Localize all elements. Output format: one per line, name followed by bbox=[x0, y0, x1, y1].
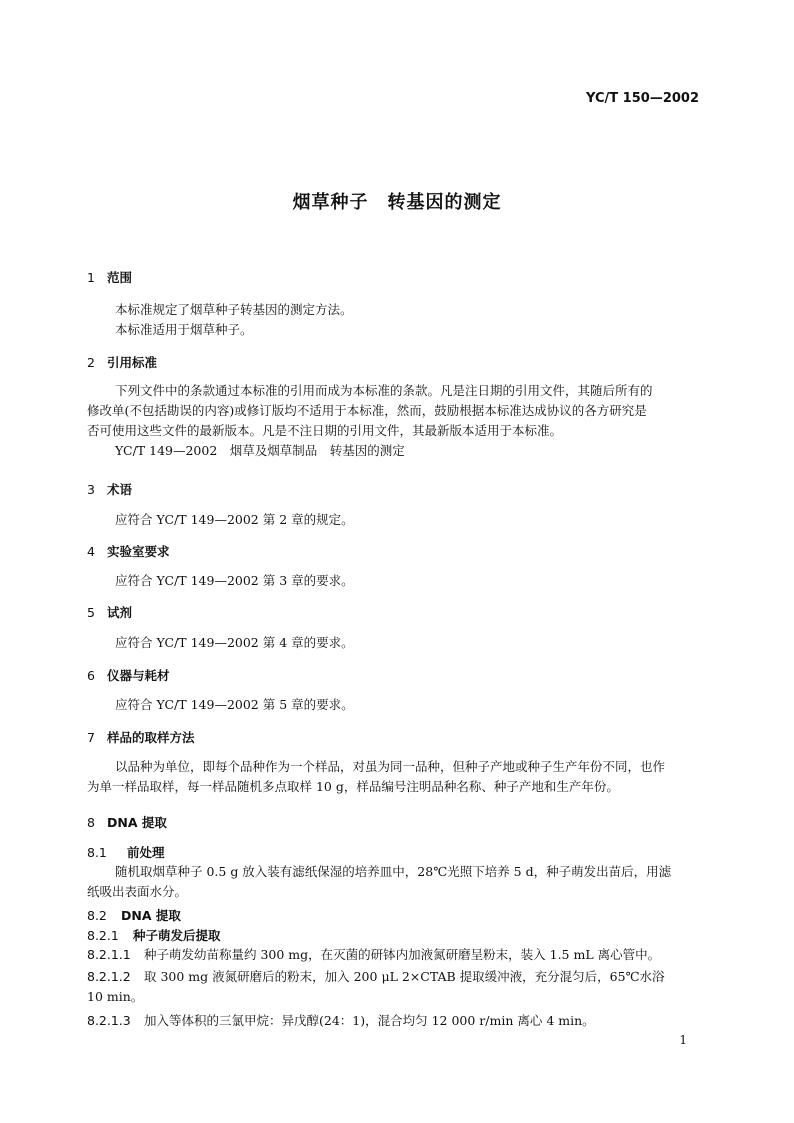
section-label: 试剂 bbox=[107, 605, 133, 620]
section-number: 5 bbox=[87, 605, 95, 620]
subsection-number: 8.1 bbox=[87, 845, 107, 860]
section-8-heading bbox=[87, 813, 167, 831]
section-label: 引用标准 bbox=[107, 355, 158, 370]
subsection-number: 8.2 bbox=[87, 908, 107, 923]
section-8-2-heading bbox=[87, 906, 181, 924]
subsection-label: 种子萌发后提取 bbox=[133, 928, 221, 943]
section-2-body bbox=[87, 381, 701, 461]
reference-standard: YC/T 149—2002 烟草及烟草制品 转基因的测定 bbox=[115, 443, 405, 458]
section-label: 实验室要求 bbox=[107, 544, 170, 559]
clause-number: 8.2.1.3 bbox=[87, 1013, 131, 1028]
subsection-label: DNA 提取 bbox=[121, 908, 181, 923]
document-title: 烟草种子 转基因的测定 bbox=[292, 192, 502, 213]
section-1-body bbox=[87, 300, 701, 340]
section-label: 术语 bbox=[107, 482, 133, 497]
section-7-body bbox=[87, 757, 701, 797]
paragraph-line: 下列文件中的条款通过本标准的引用而成为本标准的条款。凡是注日期的引用文件，其随后所有的 bbox=[115, 383, 653, 398]
section-8-2-1-3 bbox=[87, 1011, 701, 1031]
section-8-1-heading bbox=[87, 843, 165, 861]
paragraph-line: 应符合 YC/T 149—2002 第 2 章的规定。 bbox=[115, 512, 354, 527]
subsection-label: 前处理 bbox=[127, 845, 165, 860]
paragraph-line: 应符合 YC/T 149—2002 第 4 章的要求。 bbox=[115, 635, 354, 650]
clause-text: 取 300 mg 液氮研磨后的粉末，加入 200 μL 2×CTAB 提取缓冲液，充分混匀后，65℃水浴 bbox=[144, 969, 665, 984]
section-3-body bbox=[87, 510, 701, 530]
section-8-1-body bbox=[87, 862, 701, 902]
section-8-2-1-2 bbox=[87, 967, 701, 1007]
section-5-heading bbox=[87, 603, 132, 621]
section-2-heading bbox=[87, 353, 157, 371]
section-4-heading bbox=[87, 542, 170, 560]
clause-number: 8.2.1.2 bbox=[87, 969, 131, 984]
paragraph-line: 随机取烟草种子 0.5 g 放入装有滤纸保湿的培养皿中，28℃光照下培养 5 d，种子萌发出苗后，用滤 bbox=[115, 864, 672, 879]
paragraph-line: 否可使用这些文件的最新版本。凡是不注日期的引用文件，其最新版本适用于本标准。 bbox=[87, 423, 563, 438]
section-number: 3 bbox=[87, 482, 95, 497]
paragraph-line: 为单一样品取样，每一样品随机多点取样 10 g，样品编号注明品种名称、种子产地和生产年份。 bbox=[87, 779, 619, 794]
section-number: 2 bbox=[87, 355, 95, 370]
subsection-number: 8.2.1 bbox=[87, 928, 119, 943]
paragraph-line: 本标准适用于烟草种子。 bbox=[115, 322, 253, 337]
section-8-2-1-1 bbox=[87, 945, 701, 965]
section-4-body bbox=[87, 571, 701, 591]
section-label: 样品的取样方法 bbox=[107, 730, 195, 745]
paragraph-line: 以品种为单位，即每个品种作为一个样品，对虽为同一品种，但种子产地或种子生产年份不同，也作 bbox=[115, 759, 666, 774]
page-number: 1 bbox=[679, 1033, 687, 1047]
paragraph-line: 应符合 YC/T 149—2002 第 3 章的要求。 bbox=[115, 573, 354, 588]
section-5-body bbox=[87, 633, 701, 653]
section-label: 范围 bbox=[107, 270, 133, 285]
clause-text: 加入等体积的三氯甲烷：异戊醇(24：1)，混合均匀 12 000 r/min 离心 4 min。 bbox=[144, 1013, 595, 1028]
section-number: 1 bbox=[87, 270, 95, 285]
paragraph-line: 本标准规定了烟草种子转基因的测定方法。 bbox=[115, 302, 353, 317]
clause-text: 种子萌发幼苗称量约 300 mg，在灭菌的研钵内加液氮研磨呈粉末，装入 1.5 mL 离心管中。 bbox=[144, 947, 661, 962]
clause-number: 8.2.1.1 bbox=[87, 947, 131, 962]
section-1-heading bbox=[87, 268, 132, 286]
paragraph-line: 应符合 YC/T 149—2002 第 5 章的要求。 bbox=[115, 697, 354, 712]
section-7-heading bbox=[87, 728, 195, 746]
section-6-body bbox=[87, 695, 701, 715]
section-label: 仪器与耗材 bbox=[107, 668, 170, 683]
section-number: 6 bbox=[87, 668, 95, 683]
section-8-2-1-heading bbox=[87, 926, 221, 944]
paragraph-line: 修改单(不包括勘误的内容)或修订版均不适用于本标准，然而，鼓励根据本标准达成协议的各方研究是 bbox=[87, 403, 647, 418]
section-number: 4 bbox=[87, 544, 95, 559]
section-3-heading bbox=[87, 480, 132, 498]
section-6-heading bbox=[87, 666, 170, 684]
clause-text-continued: 10 min。 bbox=[87, 989, 144, 1004]
section-label: DNA 提取 bbox=[107, 815, 167, 830]
standard-code: YC/T 150—2002 bbox=[586, 91, 699, 106]
paragraph-line: 纸吸出表面水分。 bbox=[87, 884, 188, 899]
section-number: 8 bbox=[87, 815, 95, 830]
section-number: 7 bbox=[87, 730, 95, 745]
